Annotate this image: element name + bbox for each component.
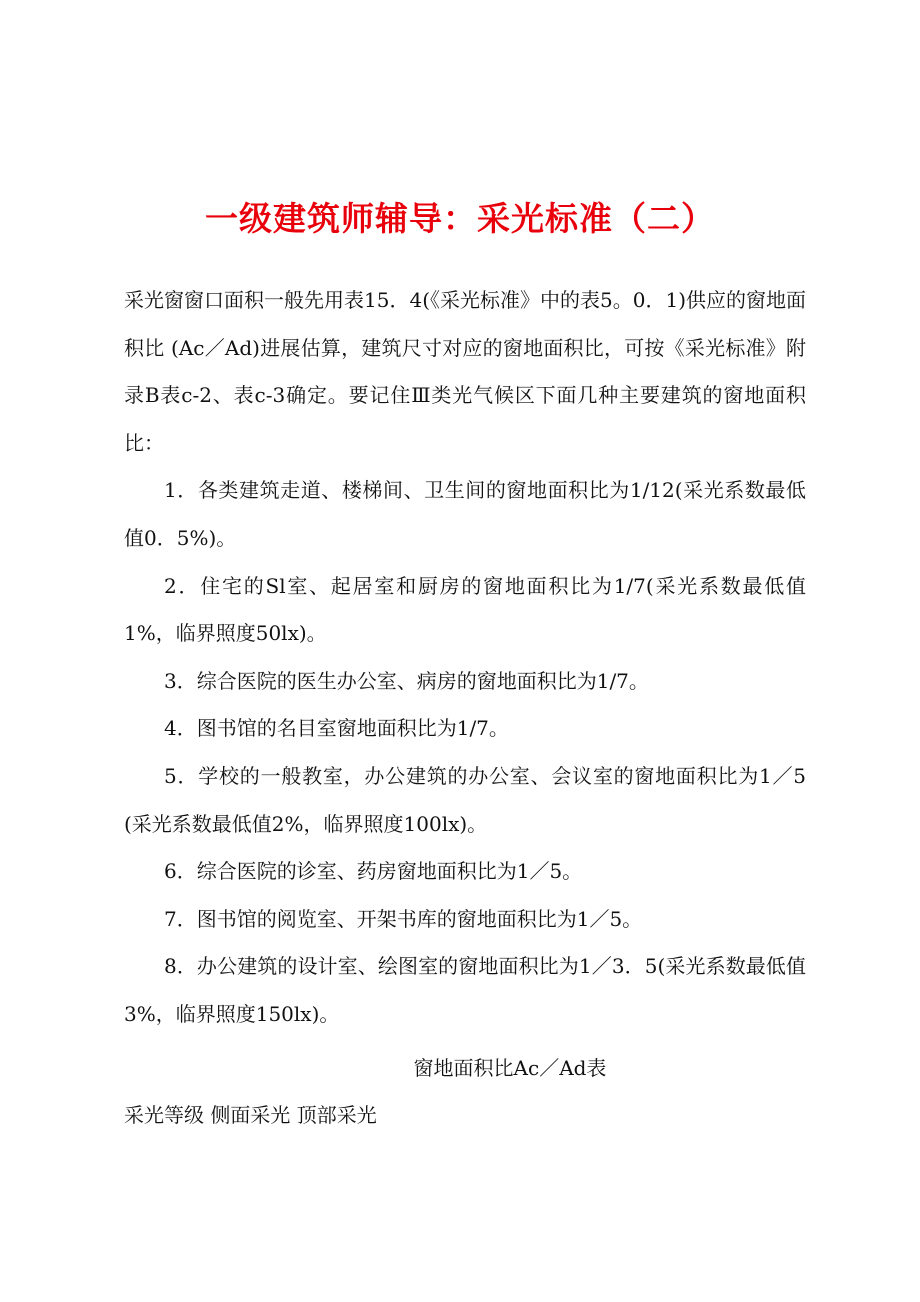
document-body — [124, 277, 806, 1039]
list-item: 8．办公建筑的设计室、绘图室的窗地面积比为1／3．5(采光系数最低值3%，临界照度150lx)。 — [124, 954, 806, 1026]
table-header-row: 采光等级 侧面采光 顶部采光 — [124, 1103, 377, 1127]
list-item: 7．图书馆的阅览室、开架书库的窗地面积比为1／5。 — [164, 906, 643, 931]
intro-paragraph: 采光窗窗口面积一般先用表15．4(《采光标准》中的表5。0．1)供应的窗地面积比 (Ac／Ad)进展估算，建筑尺寸对应的窗地面积比，可按《采光标准》附录B表c-2、表c-3确定。要记住Ⅲ类光气候区下面几种主要建筑的窗地面积比： — [124, 288, 806, 455]
table-title: 窗地面积比Ac／Ad表 — [413, 1056, 607, 1080]
list-item: 4．图书馆的名目室窗地面积比为1/7。 — [164, 716, 509, 741]
list-item: 2．住宅的Sl室、起居室和厨房的窗地面积比为1/7(采光系数最低值1%，临界照度50lx)。 — [124, 573, 806, 646]
list-item: 5．学校的一般教室，办公建筑的办公室、会议室的窗地面积比为1／5(采光系数最低值2%，临界照度100lx)。 — [124, 763, 806, 836]
document-title: 一级建筑师辅导：采光标准（二） — [205, 199, 715, 238]
list-item: 1．各类建筑走道、楼梯间、卫生间的窗地面积比为1/12(采光系数最低值0．5%)。 — [124, 478, 806, 550]
list-item: 6．综合医院的诊室、药房窗地面积比为1／5。 — [164, 859, 583, 884]
list-item: 3．综合医院的医生办公室、病房的窗地面积比为1/7。 — [164, 668, 649, 693]
